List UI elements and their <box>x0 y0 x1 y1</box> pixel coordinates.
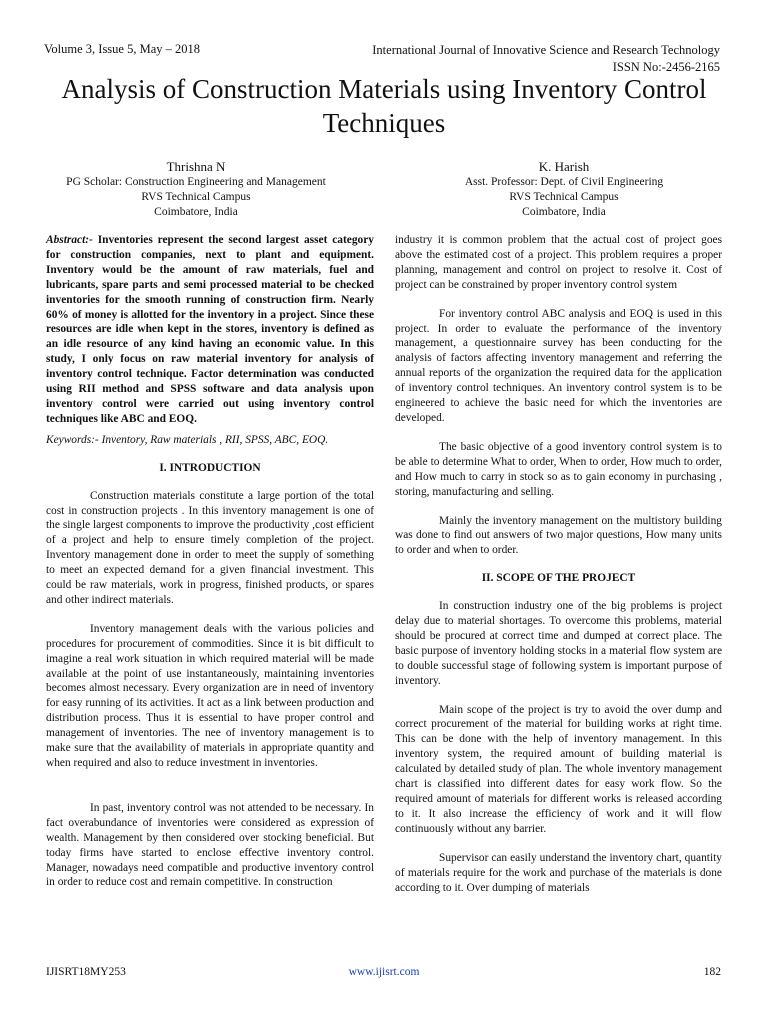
paragraph: Inventory management deals with the various policies and procedures for procurement of commodities. Since it is bit difficult to imagine a real work situation in which required material will be made available at the point of use instantaneously, maintaining inventories becomes almost necessary. Every organization are in need of inventory for easy running of its activities. It act as a link between production and distribution process. Thus it is essential to have proper control and management of inventories. The nee of inventory management is to make sure that the availability of materials in appropriate quantity and when required and also to reduce investment in inventories. <box>46 622 374 769</box>
paper-title: Analysis of Construction Materials using Inventory Control Techniques <box>61 74 707 138</box>
abstract-text: Inventories represent the second largest asset category for construction companies, next to plant and equipment. Inventory would be the amount of raw materials, fuel and lubricants, spare parts and semi processed material to be checked inventories for the smooth running of construction firm. Nearly 60% of money is allotted for the inventory in a project. Since these resources are idle when kept in the stores, inventory is defined as an idle resource of any kind having an economic value. In this study, I only focus on raw material inventory for analysis of inventory control technique. Factor determination was conducted using RII method and SPSS software and data analysis upon inventory control were carried out using inventory control techniques like ABC and EOQ. <box>46 234 374 425</box>
issn: ISSN No:-2456-2165 <box>612 60 720 74</box>
author-institution: RVS Technical Campus <box>141 191 251 203</box>
paragraph: For inventory control ABC analysis and EOQ is used in this project. In order to evaluate the performance of the inventory management, a questionnaire survey has been conducting for the analysis of factors affecting inventory management and referring the annual reports of the organization the required data for the application of inventory control techniques. An inventory control system is to be engineered to achieve the basic need for which the inventories are developed. <box>395 307 722 424</box>
footer-page-number: 182 <box>703 966 721 978</box>
paragraph: The basic objective of a good inventory control system is to be able to determine What to order, When to order, How much to order, and How much to carry in stock so as to gain economy in purchasing , storing, manufacturing and selling. <box>395 440 722 498</box>
header-journal <box>372 42 720 76</box>
author-name: K. Harish <box>538 159 590 174</box>
abstract-label: Abstract:- <box>46 234 93 246</box>
section-heading-introduction: I. INTRODUCTION <box>159 461 261 474</box>
author-affiliation: Asst. Professor: Dept. of Civil Engineering <box>464 176 664 188</box>
right-column <box>395 233 722 895</box>
paragraph: In past, inventory control was not attended to be necessary. In fact overabundance of inventories were considered as expression of wealth. Management by then considered over stocking beneficial. But today firms have started to enclose effective inventory control. Manager, nowadays need compatible and productive inventory control in order to reduce cost and remain competitive. In construction <box>46 801 374 889</box>
footer-website-link[interactable]: www.ijisrt.com <box>348 966 420 978</box>
author-name: Thrishna N <box>166 159 226 174</box>
author-location: Coimbatore, India <box>522 206 606 218</box>
journal-name: International Journal of Innovative Science and Research Technology <box>372 43 720 57</box>
paragraph: industry it is common problem that the actual cost of project goes above the estimated cost of a project. This problem requires a proper planning, management and control on project to resolve it. Cost of project can be constrained by proper inventory control system <box>395 234 722 291</box>
left-column <box>46 233 374 890</box>
paragraph: In construction industry one of the big problems is project delay due to material shortages. To overcome this problems, material should be procured at correct time and dumped at correct place. The basic purpose of inventory holding stocks in a material flow system are to double successful stage of following system is important purpose of inventory. <box>395 600 722 687</box>
header-volume: Volume 3, Issue 5, May – 2018 <box>44 42 201 56</box>
paragraph: Mainly the inventory management on the multistory building was done to find out answers of two major questions, How many units to order and when to order. <box>395 514 722 557</box>
footer-paper-code: IJISRT18MY253 <box>46 966 126 978</box>
section-heading-scope: II. SCOPE OF THE PROJECT <box>481 572 636 585</box>
author-institution: RVS Technical Campus <box>509 191 619 203</box>
paragraph: Supervisor can easily understand the inventory chart, quantity of materials require for the work and purchase of the materials is done according to it. Over dumping of materials <box>395 851 722 894</box>
author-1 <box>36 158 356 220</box>
author-affiliation: PG Scholar: Construction Engineering and Management <box>66 176 326 188</box>
author-location: Coimbatore, India <box>154 206 238 218</box>
keywords: Keywords:- Inventory, Raw materials , RII, SPSS, ABC, EOQ. <box>46 433 329 446</box>
paragraph: Construction materials constitute a large portion of the total cost in construction projects . In this inventory management is one of the single largest components to improve the productivity ,cost efficient of a project and help to ensure timely completion of the project. Inventory management done in order to meet the supply of something to meet an expected demand for a given financial investment. This could be raw materials, work in progress, finished products, or spares and other indirect materials. <box>46 489 374 606</box>
abstract <box>46 233 374 427</box>
paragraph: Main scope of the project is try to avoid the over dump and correct procurement of the material for building works at right time. This can be done with the help of inventory management. In this inventory system, the required amount of building material is calculated by detailed study of plan. The whole inventory management chart is classified into different dates for easy work flow. So the required amount of materials for different works is released according to it. It also increase the efficiency of work and it will flow continuously without any barrier. <box>395 703 722 835</box>
author-2 <box>404 158 724 220</box>
